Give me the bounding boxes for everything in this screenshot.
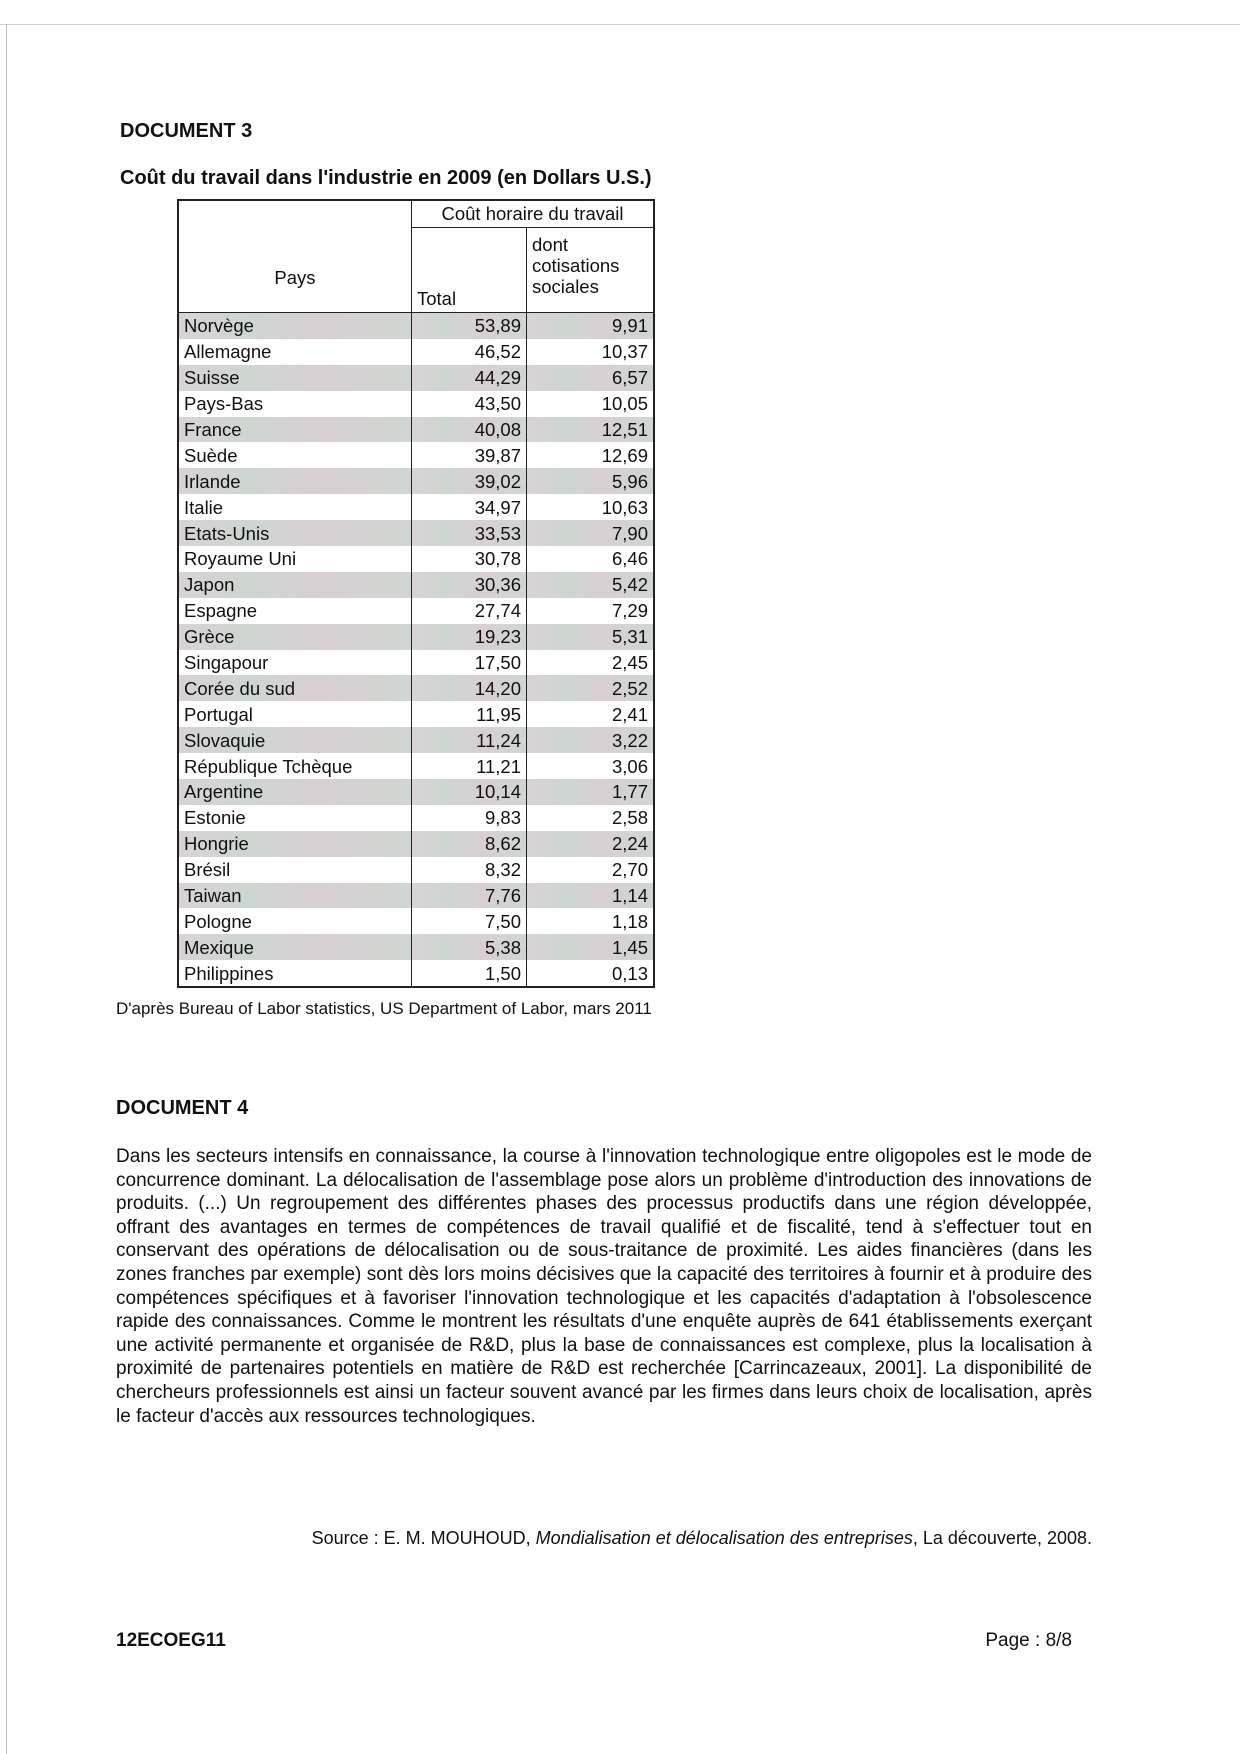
- social-contributions-cell: 2,41: [527, 701, 655, 727]
- table-row: [178, 831, 654, 857]
- table-row: [178, 417, 654, 443]
- social-contributions-cell: 10,37: [527, 339, 655, 365]
- table-row: [178, 675, 654, 701]
- table-row: [178, 701, 654, 727]
- document-3-title: Coût du travail dans l'industrie en 2009 (en Dollars U.S.): [120, 167, 652, 189]
- country-cell: Estonie: [178, 805, 412, 831]
- total-cell: 19,23: [412, 624, 527, 650]
- table-row: [178, 391, 654, 417]
- table-row: [178, 727, 654, 753]
- column-header-total: Total: [412, 228, 527, 313]
- social-contributions-cell: 7,29: [527, 598, 655, 624]
- table-body: [178, 313, 654, 988]
- country-cell: Japon: [178, 572, 412, 598]
- page-number: Page : 8/8: [985, 1630, 1072, 1651]
- total-cell: 9,83: [412, 805, 527, 831]
- column-group-header: Coût horaire du travail: [412, 200, 655, 228]
- total-cell: 44,29: [412, 365, 527, 391]
- total-cell: 8,32: [412, 857, 527, 883]
- document-3-heading: DOCUMENT 3: [120, 120, 253, 142]
- total-cell: 39,87: [412, 442, 527, 468]
- social-contributions-cell: 5,42: [527, 572, 655, 598]
- country-cell: Etats-Unis: [178, 520, 412, 546]
- total-cell: 11,95: [412, 701, 527, 727]
- table-row: [178, 546, 654, 572]
- table-row: [178, 313, 654, 339]
- exam-code: 12ECOEG11: [116, 1630, 226, 1651]
- table-row: [178, 365, 654, 391]
- country-cell: Allemagne: [178, 339, 412, 365]
- total-cell: 10,14: [412, 779, 527, 805]
- social-contributions-cell: 2,45: [527, 650, 655, 676]
- country-cell: Brésil: [178, 857, 412, 883]
- country-cell: Norvège: [178, 313, 412, 339]
- total-cell: 7,50: [412, 908, 527, 934]
- total-cell: 39,02: [412, 468, 527, 494]
- total-cell: 53,89: [412, 313, 527, 339]
- social-contributions-cell: 5,31: [527, 624, 655, 650]
- total-cell: 11,24: [412, 727, 527, 753]
- social-contributions-cell: 2,58: [527, 805, 655, 831]
- total-cell: 14,20: [412, 675, 527, 701]
- country-cell: Mexique: [178, 934, 412, 960]
- social-contributions-cell: 10,63: [527, 494, 655, 520]
- country-cell: République Tchèque: [178, 753, 412, 779]
- social-contributions-cell: 3,22: [527, 727, 655, 753]
- table-row: [178, 598, 654, 624]
- scan-border-top: [0, 24, 1240, 25]
- social-contributions-cell: 9,91: [527, 313, 655, 339]
- total-cell: 33,53: [412, 520, 527, 546]
- social-contributions-cell: 10,05: [527, 391, 655, 417]
- total-cell: 40,08: [412, 417, 527, 443]
- country-cell: Argentine: [178, 779, 412, 805]
- table-row: [178, 468, 654, 494]
- social-contributions-cell: 6,46: [527, 546, 655, 572]
- total-cell: 5,38: [412, 934, 527, 960]
- total-cell: 27,74: [412, 598, 527, 624]
- social-contributions-cell: 1,45: [527, 934, 655, 960]
- column-header-social: dont cotisations sociales: [527, 228, 655, 313]
- table-row: [178, 908, 654, 934]
- source-suffix: , La découverte, 2008.: [912, 1528, 1092, 1548]
- country-cell: Portugal: [178, 701, 412, 727]
- total-cell: 30,36: [412, 572, 527, 598]
- social-contributions-cell: 7,90: [527, 520, 655, 546]
- total-cell: 43,50: [412, 391, 527, 417]
- country-cell: Espagne: [178, 598, 412, 624]
- country-cell: Pologne: [178, 908, 412, 934]
- table-row: [178, 857, 654, 883]
- social-contributions-cell: 5,96: [527, 468, 655, 494]
- social-contributions-cell: 2,70: [527, 857, 655, 883]
- table-row: [178, 339, 654, 365]
- total-cell: 11,21: [412, 753, 527, 779]
- country-cell: Irlande: [178, 468, 412, 494]
- document-4-paragraph: Dans les secteurs intensifs en connaissance, la course à l'innovation technologique entre oligopoles est le mode de concurrence dominant. La délocalisation de l'assemblage pose alors un problème d'introduction des innovations de produits. (...) Un regroupement des différentes phases des processus productifs dans une région développée, offrant des avantages en termes de compétences de travail qualifié et de fiscalité, tend à s'effectuer tout en conservant des opérations de délocalisation ou de sous-traitance de proximité. Les aides financières (dans les zones franches par exemple) sont dès lors moins décisives que la capacité des territoires à fournir et à produire des compétences spécifiques et à favoriser l'innovation technologique et les capacités d'adaptation à l'obsolescence rapide des connaissances. Comme le montrent les résultats d'une enquête auprès de 641 établissements exerçant une activité permanente et organisée de R&D, plus la base de connaissances est complexe, plus la localisation à proximité de partenaires potentiels en matière de R&D est recherchée [Carrincazeaux, 2001]. La disponibilité de chercheurs professionnels est ainsi un facteur souvent avancé par les firmes dans leurs choix de localisation, après le facteur d'accès aux ressources technologiques.: [116, 1146, 1092, 1427]
- column-header-country: Pays: [178, 200, 412, 313]
- table-row: [178, 805, 654, 831]
- document-4-heading: DOCUMENT 4: [116, 1097, 249, 1119]
- country-cell: France: [178, 417, 412, 443]
- table-row: [178, 960, 654, 987]
- social-contributions-cell: 0,13: [527, 960, 655, 987]
- total-cell: 46,52: [412, 339, 527, 365]
- table-row: [178, 520, 654, 546]
- social-contributions-cell: 2,24: [527, 831, 655, 857]
- country-cell: Royaume Uni: [178, 546, 412, 572]
- country-cell: Suisse: [178, 365, 412, 391]
- country-cell: Slovaquie: [178, 727, 412, 753]
- country-cell: Philippines: [178, 960, 412, 987]
- social-contributions-cell: 6,57: [527, 365, 655, 391]
- country-cell: Pays-Bas: [178, 391, 412, 417]
- social-contributions-cell: 1,18: [527, 908, 655, 934]
- country-cell: Suède: [178, 442, 412, 468]
- table-row: [178, 572, 654, 598]
- total-cell: 8,62: [412, 831, 527, 857]
- country-cell: Corée du sud: [178, 675, 412, 701]
- country-cell: Italie: [178, 494, 412, 520]
- table-row: [178, 934, 654, 960]
- country-cell: Hongrie: [178, 831, 412, 857]
- table-row: [178, 753, 654, 779]
- total-cell: 1,50: [412, 960, 527, 987]
- country-cell: Taiwan: [178, 883, 412, 909]
- total-cell: 30,78: [412, 546, 527, 572]
- social-contributions-cell: 1,77: [527, 779, 655, 805]
- country-cell: Singapour: [178, 650, 412, 676]
- table-row: [178, 442, 654, 468]
- labor-cost-table: [177, 199, 655, 988]
- social-contributions-cell: 12,69: [527, 442, 655, 468]
- social-contributions-cell: 2,52: [527, 675, 655, 701]
- table-row: [178, 494, 654, 520]
- document-3-source: D'après Bureau of Labor statistics, US Department of Labor, mars 2011: [116, 999, 652, 1018]
- country-cell: Grèce: [178, 624, 412, 650]
- table-row: [178, 883, 654, 909]
- source-prefix: Source : E. M. MOUHOUD,: [311, 1528, 536, 1548]
- table-row: [178, 624, 654, 650]
- social-contributions-cell: 3,06: [527, 753, 655, 779]
- scan-border-left: [6, 24, 7, 1754]
- total-cell: 7,76: [412, 883, 527, 909]
- social-contributions-cell: 12,51: [527, 417, 655, 443]
- source-book-title: Mondialisation et délocalisation des entreprises: [535, 1528, 913, 1548]
- total-cell: 17,50: [412, 650, 527, 676]
- table-row: [178, 779, 654, 805]
- table-row: [178, 650, 654, 676]
- social-contributions-cell: 1,14: [527, 883, 655, 909]
- document-4-source: [312, 1528, 1092, 1549]
- total-cell: 34,97: [412, 494, 527, 520]
